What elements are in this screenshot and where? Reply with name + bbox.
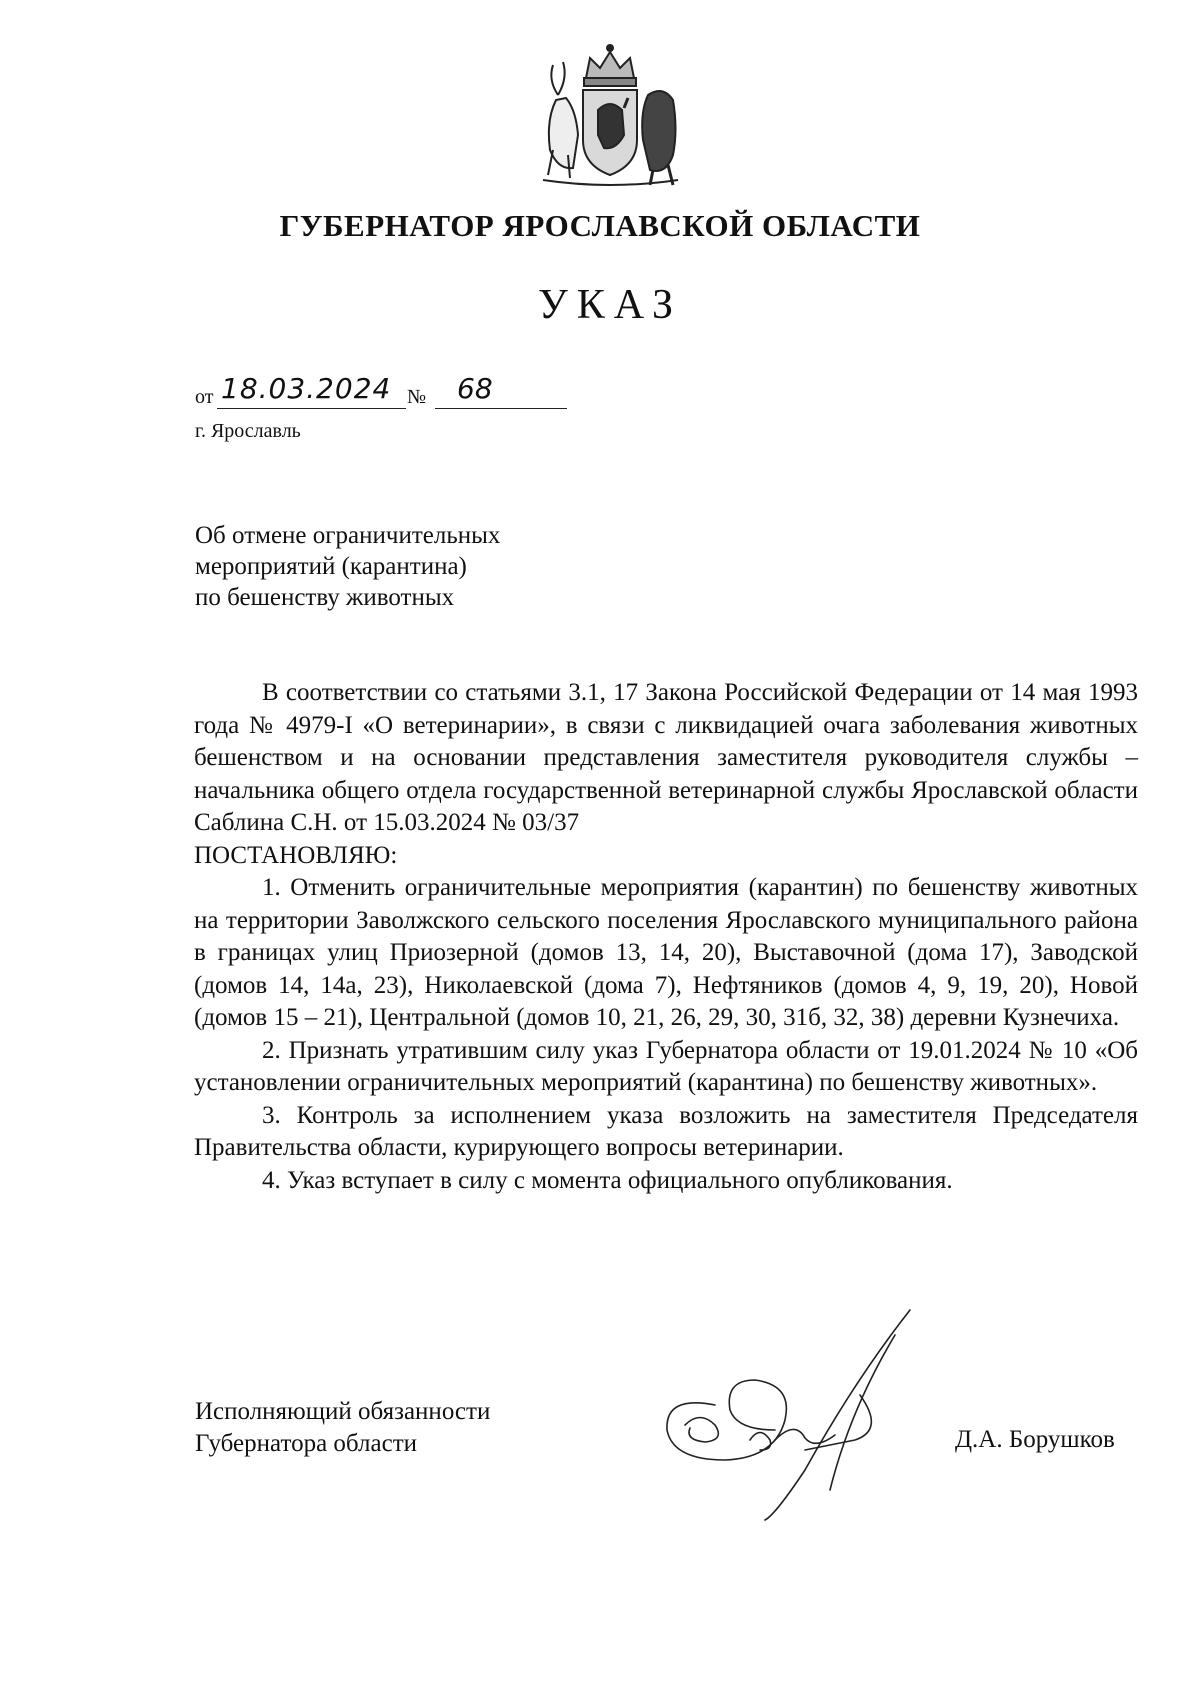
date-number-line bbox=[195, 372, 555, 412]
decree-item: 1. Отменить ограничительные мероприятия (карантин) по бешенству животных на территории Заволжского сельского поселения Ярославского муниципального района в границах улиц Приозерной (домов 13, 14, 20), Выставочной (дома 17), Заводской (домов 14, 14а, 23), Николаевской (дома 7), Нефтяников (домов 4, 9, 19, 20), Новой (домов 15 – 21), Центральной (домов 10, 21, 26, 29, 30, 31б, 32, 38) деревни Кузнечиха. bbox=[194, 874, 1138, 1031]
subject-line: по бешенству животных bbox=[195, 584, 455, 611]
issuing-authority: ГУБЕРНАТОР ЯРОСЛАВСКОЙ ОБЛАСТИ bbox=[279, 208, 921, 243]
decree-item: 4. Указ вступает в силу с момента официального опубликования. bbox=[262, 1166, 953, 1194]
document-number: 68 bbox=[435, 372, 567, 409]
number-label: № bbox=[407, 386, 427, 408]
preamble-paragraph: В соответствии со статьями 3.1, 17 Закона Российской Федерации от 14 мая 1993 года № 4979-I «О ветеринарии», в связи с ликвидацией очага заболевания животных бешенством и на основании представления заместителя руководителя службы – начальника общего отдела государственной ветеринарной службы Ярославской области Саблина С.Н. от 15.03.2024 № 03/37 bbox=[194, 679, 1138, 836]
subject-line: Об отмене ограничительных bbox=[195, 522, 501, 549]
position-line: Исполняющий обязанности bbox=[195, 1398, 491, 1425]
coat-of-arms-icon bbox=[528, 40, 693, 190]
decree-word: ПОСТАНОВЛЯЮ: bbox=[194, 841, 398, 869]
decree-item: 2. Признать утратившим силу указ Губернатора области от 19.01.2024 № 10 «Об установлении ограничительных мероприятий (карантина) по бешенству животных». bbox=[194, 1036, 1138, 1096]
subject-line: мероприятий (карантина) bbox=[195, 553, 467, 580]
decree-item: 3. Контроль за исполнением указа возложить на заместителя Председателя Правительства области, курирующего вопросы ветеринарии. bbox=[194, 1101, 1138, 1161]
document-type: УКАЗ bbox=[537, 282, 683, 328]
handwritten-signature bbox=[655, 1300, 935, 1525]
date-prefix: от bbox=[195, 386, 214, 408]
document-subject bbox=[195, 520, 500, 613]
issue-city: г. Ярославль bbox=[195, 420, 301, 442]
document-body bbox=[194, 677, 1138, 1197]
signatory-position bbox=[195, 1396, 490, 1460]
position-line: Губернатора области bbox=[195, 1430, 417, 1457]
signatory-name: Д.А. Борушков bbox=[955, 1426, 1115, 1453]
document-date: 18.03.2024 bbox=[217, 372, 406, 409]
